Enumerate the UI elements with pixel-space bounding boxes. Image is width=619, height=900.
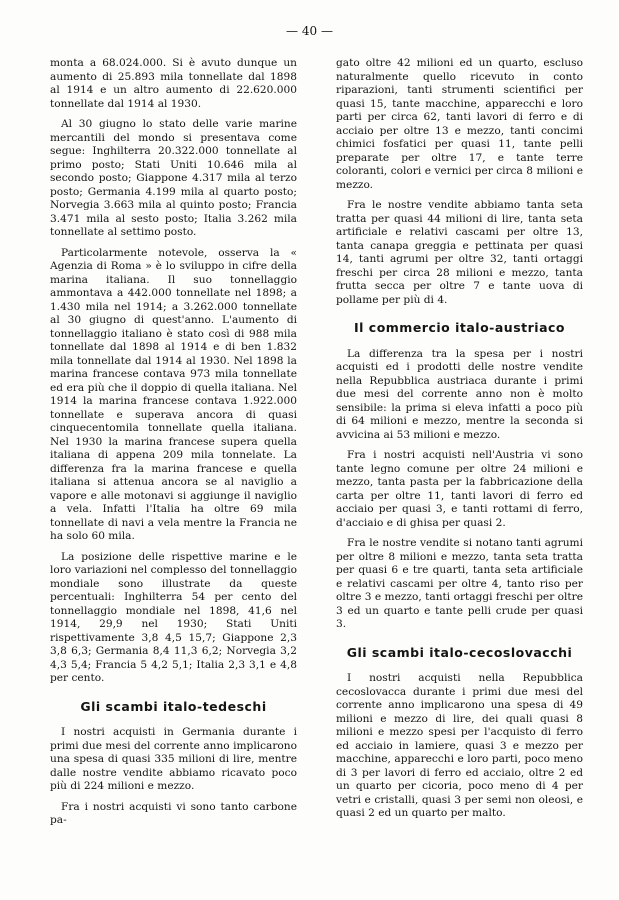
section-heading-italo-tedeschi: Gli scambi italo-tedeschi	[80, 698, 267, 714]
paragraph: monta a 68.024.000. Si è avuto dunque un aumento di 25.893 mila tonnellate dal 1898 al 1914 e un altro aumento di 22.620.000 tonnellate dal 1914 al 1930.	[50, 57, 297, 110]
paragraph: La posizione delle rispettive marine e le loro variazioni nel complesso del tonnellaggio mondiale sono illustrate da queste percentuali: Inghilterra 54 per cento del tonnellaggio mondiale nel 1898, 41,6 nel 1914, 29,9 nel 1930; Stati Uniti rispettivamente 3,8 4,5 15,7; Giappone 2,3 3,8 6,3; Germania 8,4 11,3 6,2; Norvegia 3,2 4,3 5,4; Francia 5 4,2 5,1; Italia 2,3 3,1 e 4,8 per cento.	[50, 550, 297, 684]
paragraph: gato oltre 42 milioni ed un quarto, escluso naturalmente quello ricevuto in conto riparazioni, tanti strumenti scientifici per quasi 15, tante macchine, apparecchi e loro parti per circa 62, tanti lavori di ferro e di acciaio per oltre 13 e mezzo, tanti concimi chimici fosfatici per quasi 11, tante pelli preparate per oltre 17, e tante terre coloranti, colori e vernici per circa 8 milioni e mezzo.	[336, 57, 583, 191]
paragraph: Fra i nostri acquisti nell'Austria vi sono tante legno comune per oltre 24 milioni e mezzo, tanta pasta per la fabbricazione della carta per oltre 11, tanti lavori di ferro ed acciaio per quasi 3, e tanti rottami di ferro, d'acciaio e di ghisa per quasi 2.	[336, 449, 583, 529]
left-column	[50, 57, 297, 835]
paragraph: I nostri acquisti in Germania durante i primi due mesi del corrente anno implicarono una spesa di quasi 335 milioni di lire, mentre dalle nostre vendite abbiamo ricavato poco più di 224 milioni e mezzo.	[50, 726, 297, 792]
paragraph: Particolarmente notevole, osserva la « Agenzia di Roma » è lo sviluppo in cifre della marina italiana. Il suo tonnellaggio ammontava a 442.000 tonnellate nel 1898; a 1.430 mila nel 1914; a 3.262.000 tonnellate al 30 giugno di quest'anno. L'aumento di tonnellaggio italiano è stato così di 988 mila tonnellate dal 1898 al 1914 e di ben 1.832 mila tonnellate dal 1914 al 1930. Nel 1898 la marina francese contava 973 mila tonnellate ed era più che il doppio di quella italiana. Nel 1914 la marina francese contava 1.922.000 tonnellate e superava ancora di quasi cinquecentomila tonnellate quella italiana. Nel 1930 la marina francese supera quella italiana di appena 209 mila tonnelate. La differenza fra la marina francese e quella italiana si attenua ancora se al naviglio a vapore e alle motonavi si aggiunge il naviglio a vela. Infatti l'Italia ha oltre 69 mila tonnellate di navi a vela mentre la Francia ne ha solo 60 mila.	[50, 246, 297, 542]
page-number: — 40 —	[286, 24, 333, 38]
section-heading-italo-austriaco: Il commercio italo-austriaco	[354, 320, 565, 335]
section-heading-italo-cecoslovacchi: Gli scambi italo-cecoslovacchi	[346, 644, 573, 660]
paragraph: Fra i nostri acquisti vi sono tanto carbone pa-	[50, 800, 297, 826]
right-column	[336, 57, 583, 828]
paragraph: La differenza tra la spesa per i nostri acquisti ed i prodotti delle nostre vendite nella Repubblica austriaca durante i primi due mesi del corrente anno non è molto sensibile: la prima si eleva infatti a poco più di 64 milioni e mezzo, mentre la seconda si avvicina ai 53 milioni e mezzo.	[336, 347, 583, 441]
paragraph: I nostri acquisti nella Repubblica cecoslovacca durante i primi due mesi del corrente anno implicarono una spesa di 49 milioni e mezzo di lire, dei quali quasi 8 milioni e mezzo spesi per l'acquisto di ferro ed acciaio in lamiere, quasi 3 e mezzo per macchine, apparecchi e loro parti, poco meno di 3 per lavori di ferro ed acciaio, oltre 2 ed un quarto per cicoria, poco meno di 4 per vetri e cristalli, quasi 3 per semi non oleosi, e quasi 2 ed un quarto per malto.	[336, 672, 583, 819]
paragraph: Al 30 giugno lo stato delle varie marine mercantili del mondo si presentava come segue: Inghilterra 20.322.000 tonnellate al primo posto; Stati Uniti 10.646 mila al secondo posto; Giappone 4.317 mila al terzo posto; Germania 4.199 mila al quarto posto; Norvegia 3.663 mila al quinto posto; Francia 3.471 mila al sesto posto; Italia 3.262 mila tonnellate al settimo posto.	[50, 118, 297, 238]
paragraph: Fra le nostre vendite si notano tanti agrumi per oltre 8 milioni e mezzo, tanta seta tratta per quasi 6 e tre quarti, tanta seta artificiale e relativi cascami per oltre 4, tanto riso per oltre 3 e mezzo, tanti ortaggi freschi per oltre 3 ed un quarto e tante pelli crude per quasi 3.	[336, 537, 583, 630]
paragraph: Fra le nostre vendite abbiamo tanta seta tratta per quasi 44 milioni di lire, tanta seta artificiale e relativi cascami per oltre 13, tanta canapa greggia e pettinata per quasi 14, tanti agrumi per oltre 32, tanti ortaggi freschi per circa 28 milioni e mezzo, tanta frutta secca per oltre 7 e tante uova di pollame per più di 4.	[336, 199, 583, 306]
